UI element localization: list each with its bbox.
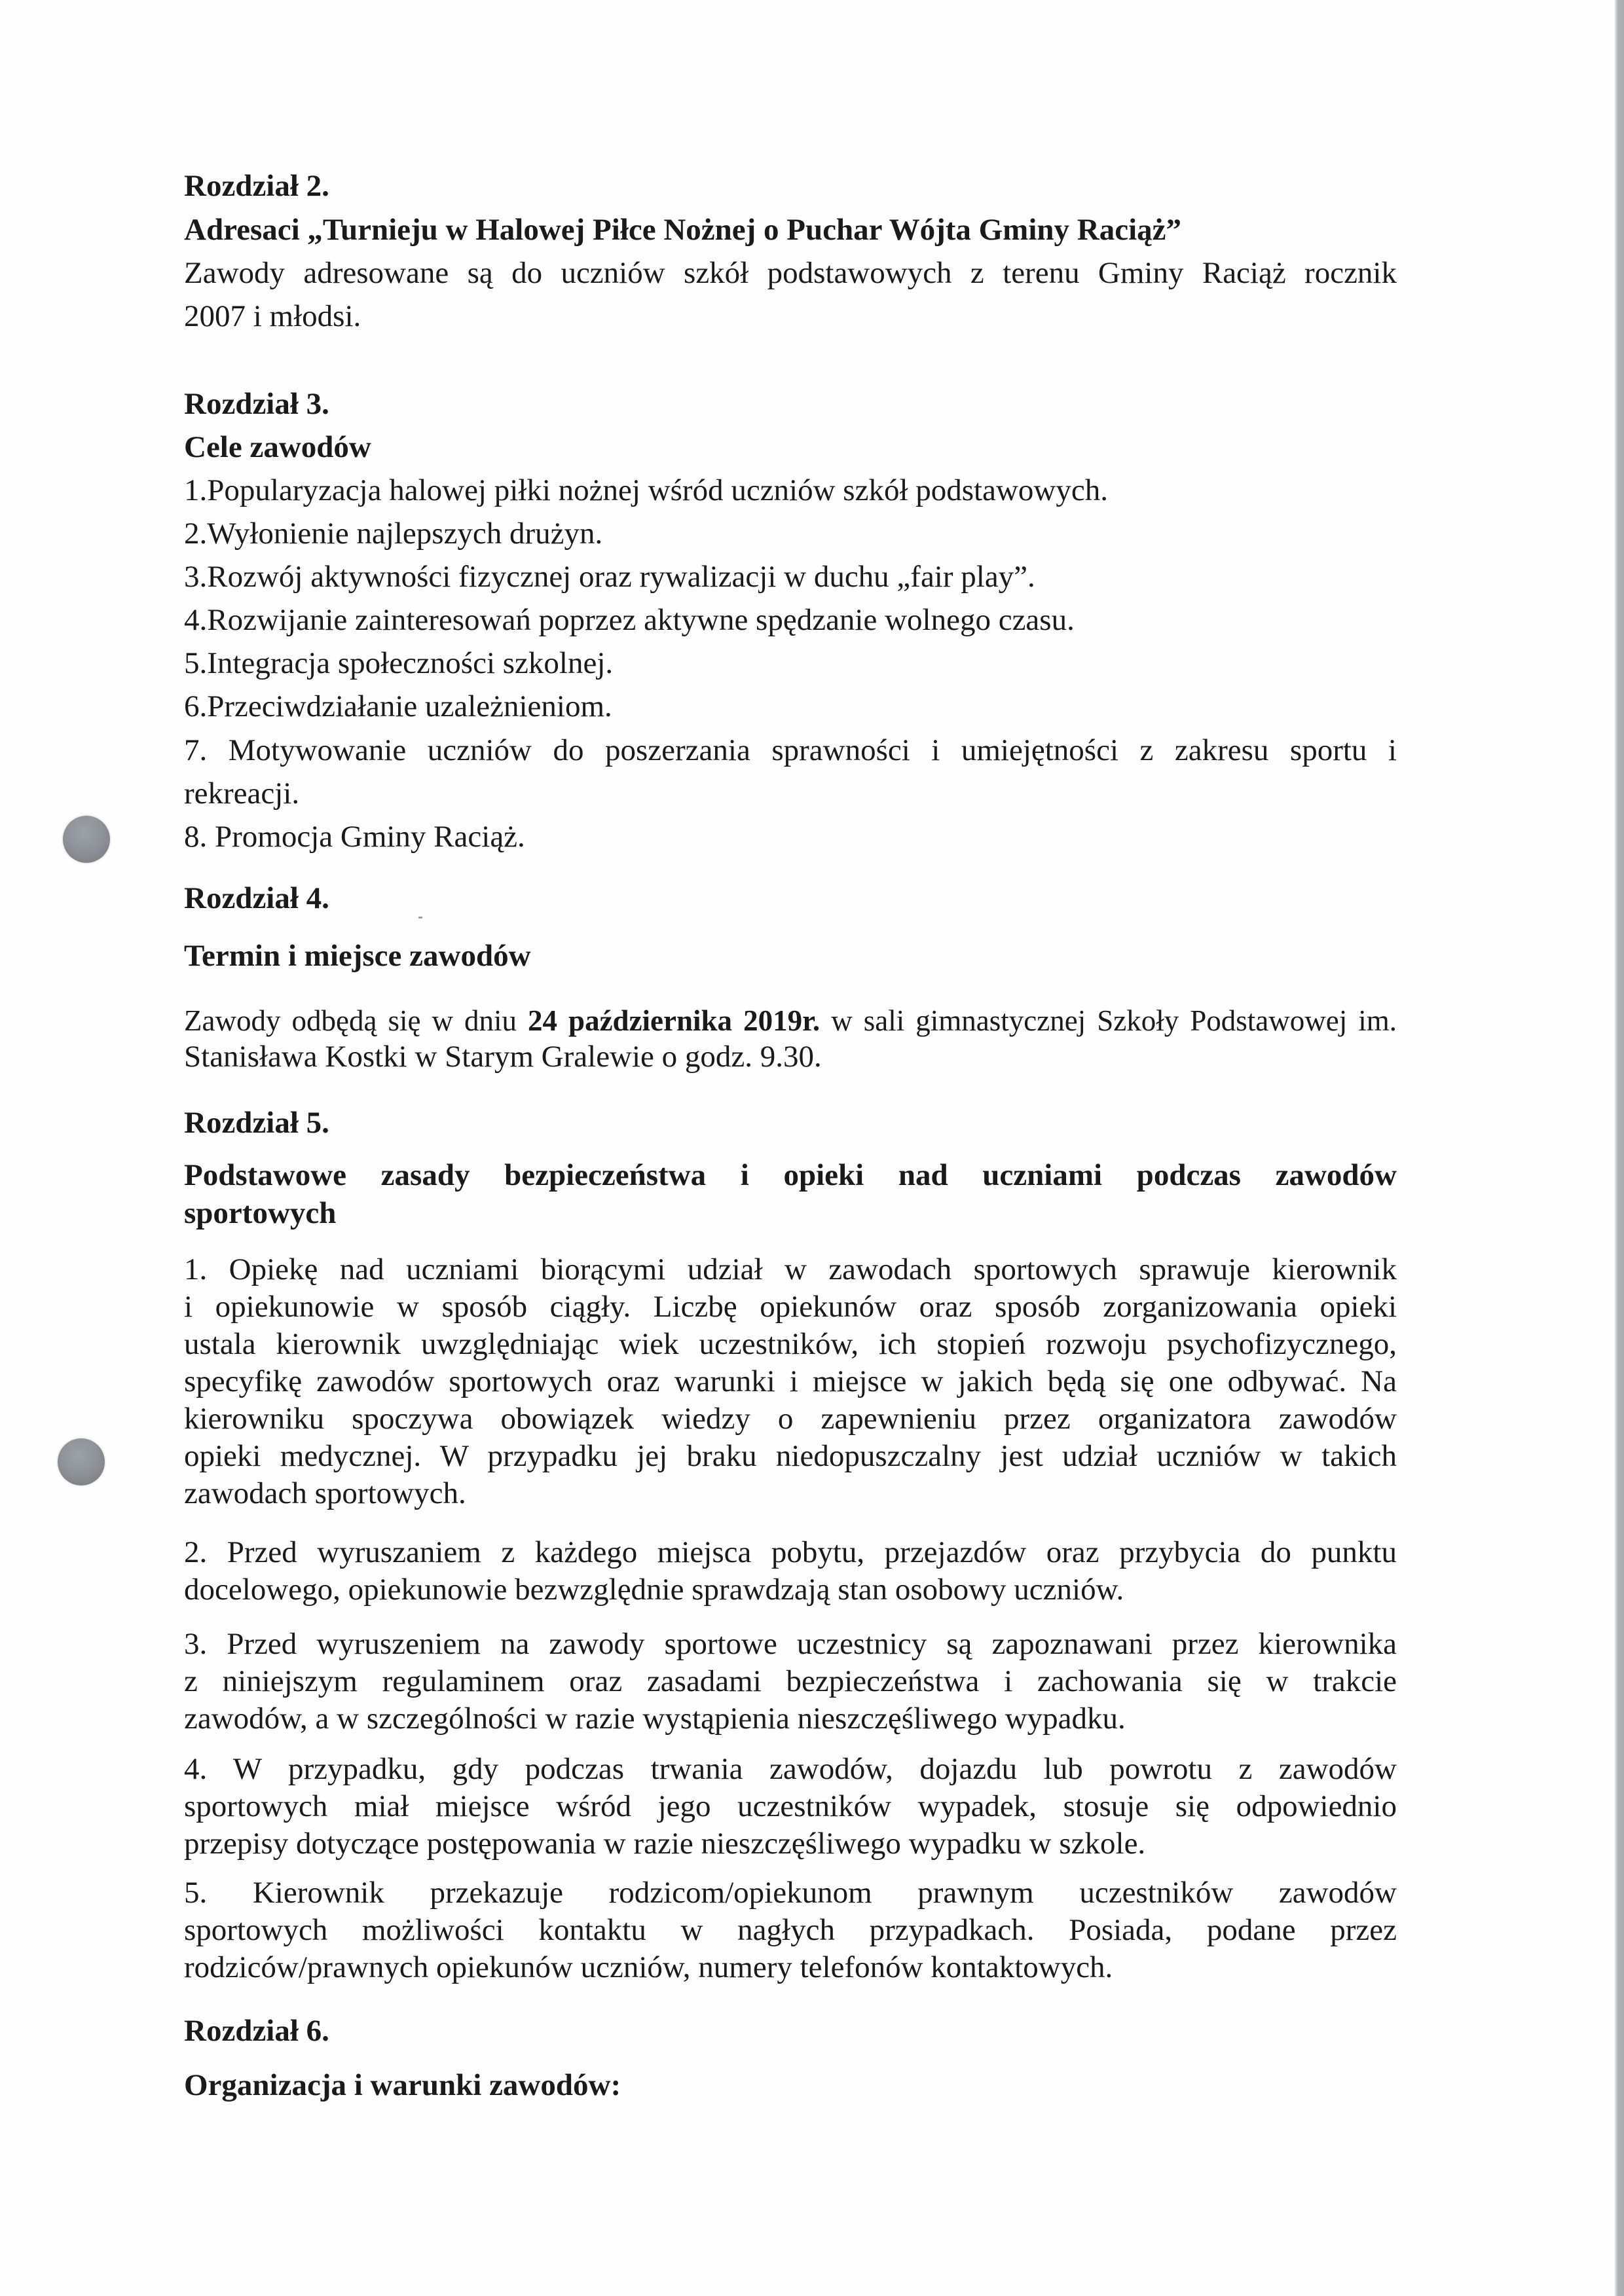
safety-paragraph-line: 3. Przed wyruszeniem na zawody sportowe uczestnicy są zapoznawani przez kierownika xyxy=(184,1627,1397,1661)
event-date: 24 października 2019r. xyxy=(528,1004,821,1037)
goal-item-continuation: rekreacji. xyxy=(184,776,300,811)
goal-item: 7. Motywowanie uczniów do poszerzania sprawności i umiejętności z zakresu sportu i xyxy=(184,733,1397,767)
goal-item: 1.Popularyzacja halowej piłki nożnej wśród uczniów szkół podstawowych. xyxy=(184,473,1108,507)
chapter5-title-continuation: sportowych xyxy=(184,1196,337,1230)
chapter5-heading: Rozdział 5. xyxy=(184,1106,329,1140)
safety-paragraph-line: sportowych miał miejsce wśród jego uczestników wypadek, stosuje się odpowiednio xyxy=(184,1789,1397,1823)
chapter6-title: Organizacja i warunki zawodów: xyxy=(184,2068,621,2102)
goal-item: 3.Rozwój aktywności fizycznej oraz rywalizacji w duchu „fair play”. xyxy=(184,560,1035,594)
safety-paragraph-line: specyfikę zawodów sportowych oraz warunki i miejsce w jakich będą się one odbywać. Na xyxy=(184,1364,1397,1398)
safety-paragraph-line: opieki medycznej. W przypadku jej braku niedopuszczalny jest udział uczniów w takich xyxy=(184,1439,1397,1473)
goal-item: 2.Wyłonienie najlepszych drużyn. xyxy=(184,517,603,551)
chapter4-title: Termin i miejsce zawodów xyxy=(184,939,531,973)
goal-item: 8. Promocja Gminy Raciąż. xyxy=(184,820,525,854)
safety-paragraph-line: 5. Kierownik przekazuje rodzicom/opiekunom prawnym uczestników zawodów xyxy=(184,1876,1397,1910)
safety-paragraph-line: zawodów, a w szczególności w razie wystąpienia nieszczęśliwego wypadku. xyxy=(184,1702,1126,1736)
goal-item: 5.Integracja społeczności szkolnej. xyxy=(184,646,614,680)
safety-paragraph-line: przepisy dotyczące postępowania w razie nieszczęśliwego wypadku w szkole. xyxy=(184,1827,1146,1861)
safety-paragraph-line: 4. W przypadku, gdy podczas trwania zawodów, dojazdu lub powrotu z zawodów xyxy=(184,1752,1397,1786)
chapter3-heading: Rozdział 3. xyxy=(184,387,329,421)
safety-paragraph-line: rodziców/prawnych opiekunów uczniów, numery telefonów kontaktowych. xyxy=(184,1950,1113,1984)
punch-hole-top xyxy=(63,816,110,863)
chapter2-title: Adresaci „Turnieju w Halowej Piłce Nożnej o Puchar Wójta Gminy Raciąż” xyxy=(184,213,1182,247)
punch-hole-bottom xyxy=(58,1438,105,1485)
safety-paragraph-line: z niniejszym regulaminem oraz zasadami bezpieczeństwa i zachowania się w trakcie xyxy=(184,1664,1397,1698)
chapter2-body-line: Zawody adresowane są do uczniów szkół podstawowych z terenu Gminy Raciąż rocznik xyxy=(184,256,1397,290)
safety-paragraph-line: zawodach sportowych. xyxy=(184,1476,466,1510)
safety-paragraph-line: sportowych możliwości kontaktu w nagłych przypadkach. Posiada, podane przez xyxy=(184,1913,1397,1947)
safety-paragraph-line: 2. Przed wyruszaniem z każdego miejsca pobytu, przejazdów oraz przybycia do punktu xyxy=(184,1535,1397,1569)
safety-paragraph-line: docelowego, opiekunowie bezwzględnie sprawdzają stan osobowy uczniów. xyxy=(184,1573,1124,1607)
chapter2-body-line: 2007 i młodsi. xyxy=(184,299,361,333)
chapter2-heading: Rozdział 2. xyxy=(184,169,329,203)
chapter4-heading: Rozdział 4. xyxy=(184,881,329,915)
safety-paragraph-line: 1. Opiekę nad uczniami biorącymi udział w zawodach sportowych sprawuje kierownik xyxy=(184,1252,1397,1286)
date-lead-text: Zawody odbędą się w dniu xyxy=(184,1004,528,1037)
safety-paragraph-line: ustala kierownik uwzględniając wiek uczestników, ich stopień rozwoju psychofizycznego, xyxy=(184,1327,1397,1361)
chapter5-title: Podstawowe zasady bezpieczeństwa i opieki nad uczniami podczas zawodów xyxy=(184,1158,1397,1192)
safety-paragraph-line: i opiekunowie w sposób ciągły. Liczbę opiekunów oraz sposób zorganizowania opieki xyxy=(184,1290,1397,1324)
safety-paragraph-line: kierowniku spoczywa obowiązek wiedzy o zapewnieniu przez organizatora zawodów xyxy=(184,1402,1397,1436)
scanner-edge-strip xyxy=(1615,0,1624,2296)
goal-item: 6.Przeciwdziałanie uzależnieniom. xyxy=(184,689,612,723)
chapter3-title: Cele zawodów xyxy=(184,430,371,464)
chapter4-body-line: Stanisława Kostki w Starym Gralewie o godz. 9.30. xyxy=(184,1040,822,1074)
venue-text: w sali gimnastycznej Szkoły Podstawowej im. xyxy=(820,1004,1397,1037)
chapter4-body-line xyxy=(184,1002,1397,1040)
goal-item: 4.Rozwijanie zainteresowań poprzez aktywne spędzanie wolnego czasu. xyxy=(184,603,1075,637)
chapter6-heading: Rozdział 6. xyxy=(184,2014,329,2048)
